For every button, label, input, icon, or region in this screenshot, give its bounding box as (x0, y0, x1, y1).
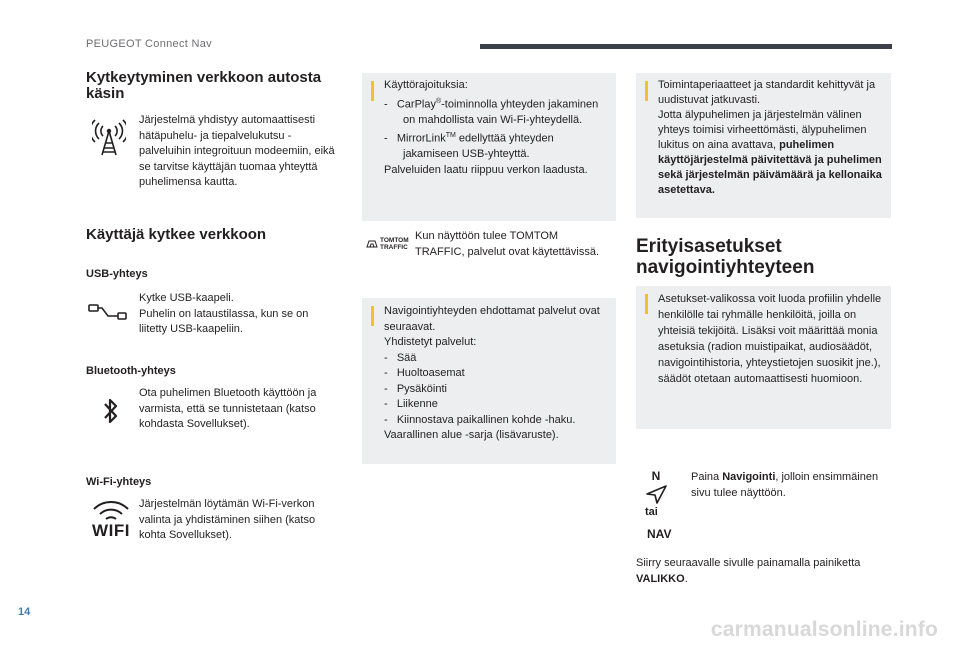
nav-or-text: tai (645, 506, 658, 518)
section-title-special-settings: Erityisasetukset navigointiyhteyteen (636, 236, 815, 278)
note-box-profiles (636, 286, 891, 429)
standards-text: Toimintaperiaatteet ja standardit kehittyvät ja uudistuvat jatkuvasti. Jotta älypuhelimen ja järjestelmän välinen yhteys toimisi virheettömästi, älypuhelimen lukitus on aina avattava, (658, 79, 876, 151)
nav-button-label: NAV (647, 527, 672, 541)
note-box-standards (636, 73, 891, 218)
services-intro: Navigointiyhteyden ehdottamat palvelut ovat seuraavat. (384, 305, 600, 333)
tomtom-text: Kun näyttöön tulee TOMTOM TRAFFIC, palvelut ovat käytettävissä. (415, 230, 600, 258)
page-number: 14 (18, 606, 31, 618)
restriction-item: - CarPlay®-toiminnolla yhteyden jakaminen on mahdollista vain Wi-Fi-yhteydellä. (384, 97, 599, 126)
watermark: carmanualsonline.info (710, 618, 938, 641)
wifi-text: Järjestelmän löytämän Wi-Fi-verkon valinta ja yhdistäminen siihen (katso kohta Sovellukset). (139, 498, 316, 541)
wifi-icon (90, 500, 132, 539)
section-title-auto-connect: Kytkeytyminen verkkoon autosta käsin (86, 69, 322, 102)
navigation-icon-group (640, 470, 672, 504)
service-item: - Kiinnostava paikallinen kohde -haku. (384, 413, 576, 426)
bluetooth-label: Bluetooth-yhteys (86, 365, 176, 377)
navigation-arrow-icon (644, 484, 668, 504)
restrictions-intro: Käyttörajoituksia: (384, 79, 468, 91)
bluetooth-icon (102, 396, 120, 426)
restriction-item: - MirrorLink™ edellyttää yhteyden jakamiseen USB-yhteyttä. (384, 132, 554, 161)
antenna-icon (92, 118, 126, 156)
section-title-user-connect: Käyttäjä kytkee verkkoon (86, 226, 267, 243)
usb-label: USB-yhteys (86, 268, 148, 280)
services-outro: Vaarallinen alue -sarja (lisävaruste). (384, 429, 559, 441)
service-item: - Sää (384, 351, 417, 364)
bluetooth-text: Ota puhelimen Bluetooth käyttöön ja varmista, että se tunnistetaan (katso kohdasta Sovellukset). (139, 387, 317, 430)
usb-cable-icon (88, 302, 128, 324)
next-page-text: Siirry seuraavalle sivulle painamalla painiketta VALIKKO. (636, 557, 861, 585)
nav-icon-letter: N (651, 469, 661, 483)
note-box-restrictions (362, 73, 616, 221)
note-bar (371, 306, 374, 326)
service-item: - Pysäköinti (384, 382, 447, 395)
header-title: PEUGEOT Connect Nav (86, 38, 212, 50)
profiles-text: Asetukset-valikossa voit luoda profiilin yhdelle henkilölle tai ryhmälle henkilöitä, joilla on yhteisiä tekijöitä. Lisäksi voit määrittää monia asetuksia (radion muistipaikat, audiosäädöt, navigointihistoria, yhteystietojen suosikit jne.), säädöt otetaan automaattisesti huomioon. (658, 293, 882, 385)
service-item: - Huoltoasemat (384, 367, 465, 379)
press-navigation-text: Paina Navigointi, jolloin ensimmäinen sivu tulee näyttöön. (691, 471, 879, 499)
restrictions-outro: Palveluiden laatu riippuu verkon laadusta. (384, 163, 588, 176)
services-label: Yhdistetyt palvelut: (384, 336, 477, 348)
note-bar (371, 81, 374, 101)
note-bar (645, 81, 648, 101)
auto-connect-text: Järjestelmä yhdistyy automaattisesti hätäpuhelu- ja tiepalvelukutsu -palveluihin integroituun modeemiin, eikä se tarvitse käyttäjän tuomaa yhteyttä puhelimensa kautta. (139, 114, 335, 188)
usb-text: Kytke USB-kaapeli. Puhelin on lataustilassa, kun se on liitetty USB-kaapeliin. (139, 292, 309, 335)
standards-bold-text: puhelimen käyttöjärjestelmä päivitettävä ja puhelimen sekä järjestelmän päivämäärä ja kellonaika asetettava. (658, 139, 882, 196)
service-item: - Liikenne (384, 398, 438, 410)
note-bar (645, 294, 648, 314)
wifi-icon-text: WIFI (92, 521, 130, 540)
header-bar (480, 44, 892, 49)
wifi-label: Wi-Fi-yhteys (86, 476, 152, 488)
note-box-services (362, 298, 616, 464)
